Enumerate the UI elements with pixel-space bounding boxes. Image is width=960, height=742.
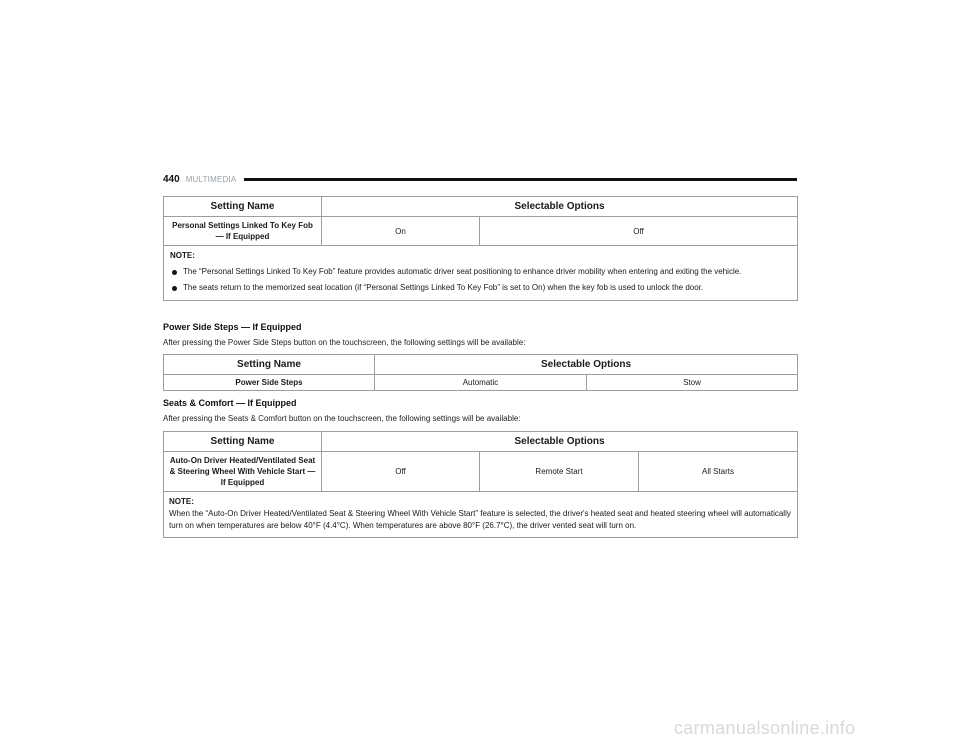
section-heading-seats: Seats & Comfort — If Equipped (163, 398, 297, 408)
personal-settings-table (163, 196, 798, 301)
list-item (170, 266, 791, 278)
power-steps-table (163, 354, 798, 391)
column-header-setting: Setting Name (164, 432, 322, 452)
note-text: The seats return to the memorized seat location (if “Personal Settings Linked To Key Fob” is set to On) when the key fob is used to unlock the door. (183, 283, 704, 292)
option-cell: Remote Start (480, 452, 639, 492)
option-cell: Off (322, 452, 480, 492)
column-header-options: Selectable Options (322, 197, 798, 217)
header-rule (244, 178, 797, 181)
bullet-icon (172, 270, 177, 275)
page-header (163, 172, 797, 186)
bullet-icon (172, 286, 177, 291)
page-number: 440 (163, 173, 180, 185)
section-title: MULTIMEDIA (185, 174, 237, 184)
column-header-options: Selectable Options (322, 432, 798, 452)
note-title: NOTE: (169, 497, 194, 506)
setting-label: Power Side Steps (164, 375, 375, 391)
note-text: When the “Auto-On Driver Heated/Ventilated Seat & Steering Wheel With Vehicle Start” feature is selected, the driver's heated seat and heated steering wheel will automatically turn on when temperatures are below 40°F (4.4°C). When temperatures are above 80°F (26.7°C), the driver vented seat will turn on. (169, 509, 791, 530)
option-cell: Stow (587, 375, 798, 391)
note-title: NOTE: (170, 251, 195, 260)
seats-comfort-table (163, 431, 798, 538)
watermark-text: carmanualsonline.info (674, 718, 856, 738)
intro-text-seats: After pressing the Seats & Comfort button on the touchscreen, the following settings will be available: (163, 414, 521, 423)
column-header-setting: Setting Name (164, 355, 375, 375)
setting-label: Personal Settings Linked To Key Fob — If Equipped (164, 217, 322, 246)
list-item (170, 282, 791, 294)
note-text: The “Personal Settings Linked To Key Fob” feature provides automatic driver seat positioning to enhance driver mobility when entering and exiting the vehicle. (183, 267, 742, 276)
note-box (164, 492, 798, 538)
column-header-setting: Setting Name (164, 197, 322, 217)
section-heading-power-steps: Power Side Steps — If Equipped (163, 322, 302, 332)
option-cell: Off (480, 217, 798, 246)
option-cell: All Starts (639, 452, 798, 492)
note-box (164, 246, 798, 301)
setting-label: Auto-On Driver Heated/Ventilated Seat & Steering Wheel With Vehicle Start — If Equipped (164, 452, 322, 492)
option-cell: On (322, 217, 480, 246)
option-cell: Automatic (375, 375, 587, 391)
column-header-options: Selectable Options (375, 355, 798, 375)
intro-text-power-steps: After pressing the Power Side Steps button on the touchscreen, the following settings will be available: (163, 338, 526, 347)
